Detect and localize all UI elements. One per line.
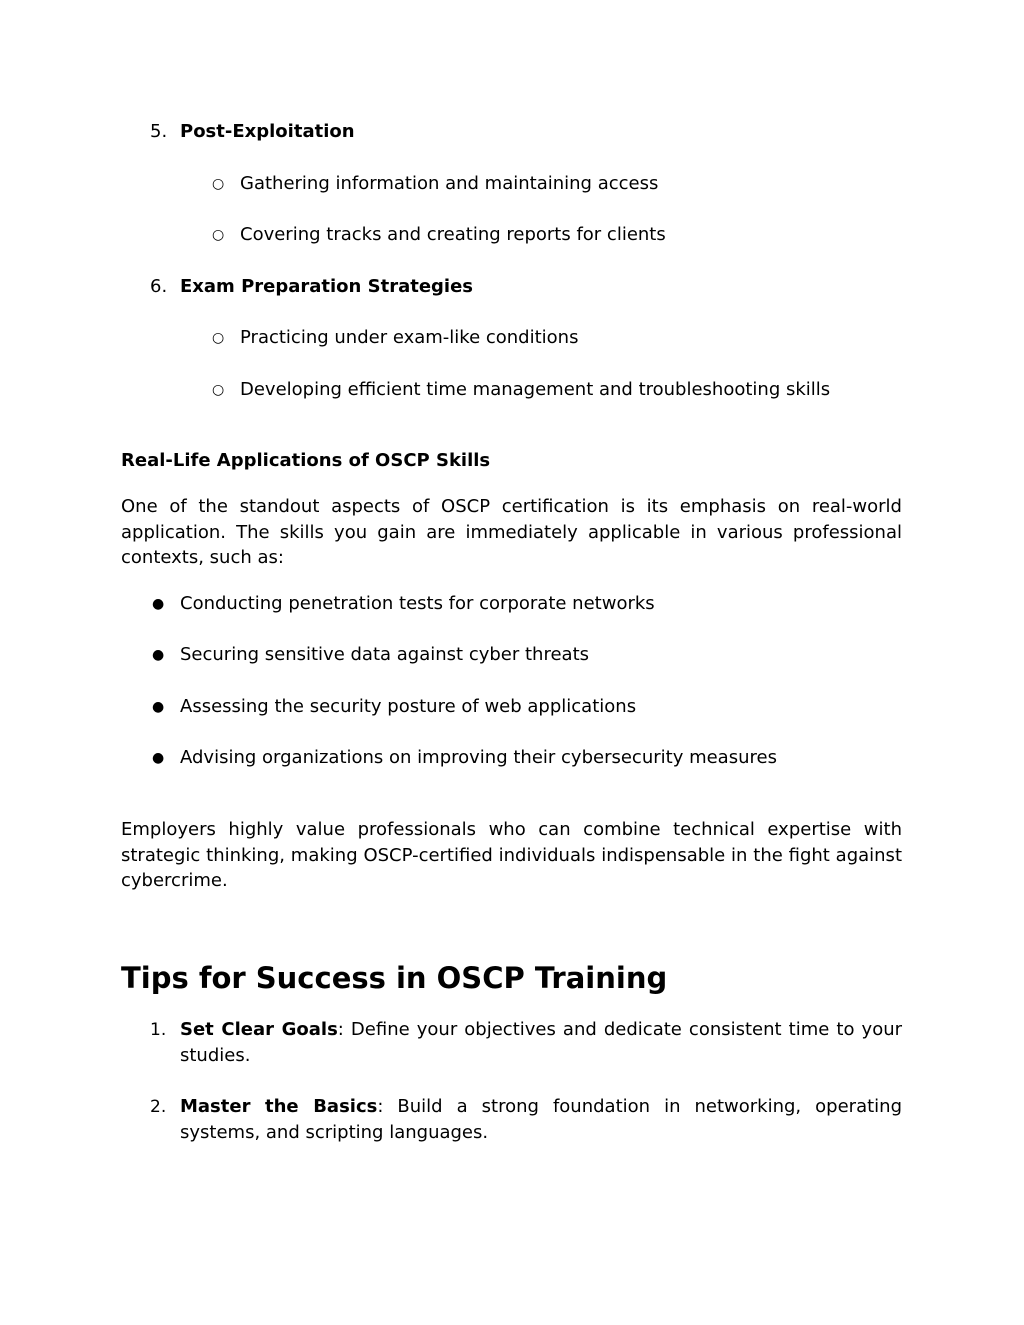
filled-circle-bullet-icon: ●	[152, 596, 165, 612]
outline-item-number: 6.	[150, 276, 168, 297]
outline-subitem-text: Covering tracks and creating reports for clients	[240, 224, 666, 245]
filled-circle-bullet-icon: ●	[152, 699, 165, 715]
outline-item-number: 5.	[150, 121, 168, 142]
hollow-circle-bullet-icon: ○	[212, 382, 225, 398]
filled-circle-bullet-icon: ●	[152, 750, 165, 766]
tip-number: 1.	[150, 1020, 167, 1040]
tip-text: : Build a strong foundation in networking, operating systems, and scripting languages.	[180, 1096, 902, 1143]
outline-item-title: Post-Exploitation	[180, 121, 355, 142]
page-heading: Tips for Success in OSCP Training	[121, 961, 668, 995]
list-item-text: Assessing the security posture of web applications	[180, 696, 637, 717]
tip-body	[180, 1017, 902, 1069]
tip-title: Set Clear Goals	[180, 1019, 338, 1040]
section-heading: Real-Life Applications of OSCP Skills	[121, 450, 491, 471]
hollow-circle-bullet-icon: ○	[212, 227, 225, 243]
tip-body	[180, 1094, 902, 1146]
outline-item-title: Exam Preparation Strategies	[180, 276, 474, 297]
intro-paragraph: One of the standout aspects of OSCP certification is its emphasis on real-world application. The skills you gain are immediately applicable in various professional contexts, such as:	[121, 496, 902, 568]
hollow-circle-bullet-icon: ○	[212, 330, 225, 346]
filled-circle-bullet-icon: ●	[152, 647, 165, 663]
list-item-text: Conducting penetration tests for corporate networks	[180, 593, 655, 614]
outline-subitem-text: Practicing under exam-like conditions	[240, 327, 579, 348]
tip-text: : Define your objectives and dedicate consistent time to your studies.	[180, 1019, 903, 1066]
list-item-text: Securing sensitive data against cyber threats	[180, 644, 590, 665]
tip-title: Master the Basics	[180, 1096, 378, 1117]
tip-number: 2.	[150, 1097, 167, 1117]
hollow-circle-bullet-icon: ○	[212, 176, 225, 192]
outline-subitem-text: Gathering information and maintaining access	[240, 173, 659, 194]
list-item-text: Advising organizations on improving their cybersecurity measures	[180, 747, 777, 768]
outline-subitem-text: Developing efficient time management and troubleshooting skills	[240, 379, 831, 400]
closing-paragraph: Employers highly value professionals who can combine technical expertise with strategic thinking, making OSCP-certified individuals indispensable in the fight against cybercrime.	[121, 819, 902, 891]
